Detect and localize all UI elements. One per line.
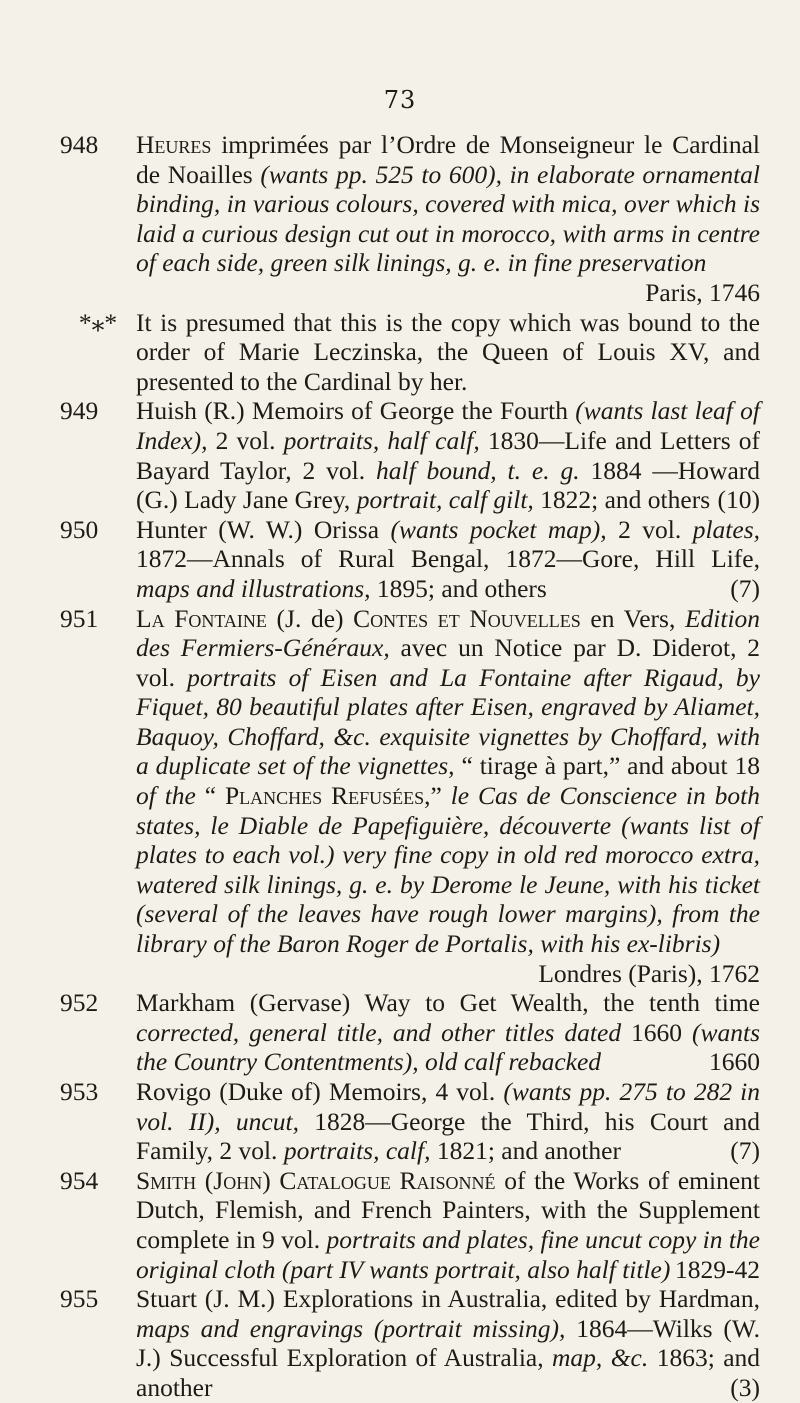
lot-number: 948	[60, 130, 99, 159]
entry-body: 1821; and another	[436, 1136, 621, 1166]
entry-body: Hunter (W. W.) Orissa	[136, 514, 380, 544]
lot-number: 955	[60, 1284, 99, 1314]
entry-text	[136, 1166, 760, 1284]
catalogue-entry-949	[60, 396, 760, 514]
entry-body: 2 vol.	[215, 425, 276, 455]
entry-description: portraits of Eisen and La Fontaine after Rigaud, by Fiquet, 80 beautiful plates after Eisen, engraved by Aliamet, Baquoy, Choffard, &c. exquisite vignettes by Choffard, with a duplicate set of the vignettes,	[136, 662, 761, 781]
entry-tail: (7)	[730, 1136, 760, 1166]
entry-description: of the	[136, 781, 196, 811]
lot-number: 953	[60, 1077, 99, 1106]
entry-body: Huish (R.) Memoirs of George the Fourth	[136, 396, 568, 426]
entry-description: le Cas de Conscience in both states, le Diable de Papefiguière, découverte	[136, 781, 760, 840]
entry-body: 1822; and others	[540, 485, 711, 515]
entry-body: 2 vol.	[618, 514, 682, 544]
entry-body: of the Works of eminent Dutch, Flemish, and French Painters, with the Supplement complete in 9 vol.	[136, 1165, 760, 1254]
entry-note: (wants the Country Contentments),	[136, 1017, 760, 1077]
entry-description: plates,	[692, 514, 760, 544]
lot-number: 950	[60, 514, 99, 544]
entry-note: (wants pocket map),	[390, 514, 607, 544]
entry-description: portraits, half calf,	[283, 425, 480, 455]
entry-title: Heures	[136, 130, 212, 159]
entry-body: 1895; and others	[376, 573, 547, 603]
entry-title: Smith (John) Catalogue Raisonné	[136, 1165, 496, 1195]
lot-number: 952	[60, 988, 99, 1018]
entry-description: map, &c.	[552, 1343, 649, 1373]
asterism-mark: *⁎*	[78, 307, 118, 337]
catalogue-list	[60, 130, 760, 1403]
entry-text	[136, 396, 760, 514]
footnote-text: It is presumed that this is the copy which was bound to the order of Marie Leczinska, the Queen of Louis XV, and presented to the Cardinal by her.	[136, 307, 760, 396]
entry-body: “ tirage à part,” and about 18	[461, 751, 760, 781]
entry-text	[136, 1284, 760, 1402]
entry-text	[136, 988, 760, 1077]
entry-body: en Vers,	[590, 603, 676, 633]
entry-note: (wants pp. 275 to 282 in vol. II),	[136, 1077, 761, 1136]
entry-tail: (7)	[730, 573, 760, 603]
entry-description: portraits, calf,	[283, 1136, 431, 1166]
entry-title: Contes et Nouvelles	[353, 603, 581, 633]
catalogue-entry-951	[60, 604, 760, 989]
entry-body: (J. de)	[276, 603, 344, 633]
entry-body: 1863; and another	[136, 1343, 761, 1402]
entry-body: 1864—Wilks (W. J.) Successful Exploration of Australia,	[136, 1313, 760, 1373]
lot-number: 951	[60, 603, 99, 633]
entry-note: (wants last leaf of Index),	[136, 396, 761, 455]
entry-text	[136, 130, 760, 308]
entry-description: portraits and plates, fine uncut copy in the original cloth (part IV wants portrait, also half title)	[136, 1224, 761, 1284]
entry-description: half bound, t. e. g.	[375, 455, 580, 485]
lot-number: 954	[60, 1165, 99, 1195]
entry-description: maps and engravings (portrait missing),	[136, 1313, 566, 1343]
catalogue-entry-955	[60, 1284, 760, 1402]
entry-body: Rovigo (Duke of) Memoirs, 4 vol.	[136, 1077, 496, 1106]
entry-tail: (10)	[717, 485, 760, 515]
entry-tail: 1660	[709, 1047, 760, 1077]
entry-body: 1660	[631, 1017, 683, 1047]
entry-note: (wants pp. 525 to 600),	[260, 159, 502, 189]
entry-description: maps and illustrations,	[136, 573, 371, 603]
catalogue-footnote	[60, 308, 760, 397]
entry-description: portrait, calf gilt,	[356, 485, 534, 515]
entry-body: Markham (Gervase) Way to Get Wealth, the tenth time	[136, 988, 760, 1018]
entry-description: uncut,	[235, 1106, 299, 1136]
catalogue-entry-950	[60, 515, 760, 604]
entry-body: 1884 —Howard (G.) Lady Jane Grey,	[136, 455, 761, 515]
page-number: 73	[383, 86, 417, 114]
entry-description: old calf rebacked	[424, 1047, 602, 1077]
entry-body: 1830—Life and Letters of Bayard Taylor, 2 vol.	[136, 425, 761, 485]
entry-body: 1828—George the Third, his Court and Family, 2 vol.	[136, 1106, 761, 1166]
catalogue-entry-954	[60, 1166, 760, 1284]
catalogue-entry-948	[60, 130, 760, 308]
entry-description: corrected, general title, and other titles dated	[136, 1017, 622, 1047]
entry-body: 1872—Annals of Rural Bengal, 1872—Gore, Hill Life,	[136, 544, 760, 574]
entry-tail: 1829-42	[675, 1254, 760, 1284]
entry-text	[136, 1077, 760, 1166]
entry-description: Edition des Fermiers-Généraux,	[136, 603, 761, 663]
entry-body: avec un Notice par D. Diderot, 2 vol.	[136, 633, 761, 692]
entry-title: La Fontaine	[136, 603, 267, 633]
lot-number: 949	[60, 396, 99, 426]
entry-description: in elaborate ornamental binding, in various colours, covered with mica, over which is laid a curious design cut out in morocco, with arms in centre of each side, green silk linings, g. e. in fine preservation	[136, 159, 761, 278]
entry-tail: Londres (Paris), 1762	[538, 958, 760, 988]
entry-tail: Paris, 1746	[645, 277, 760, 307]
entry-text	[136, 604, 760, 989]
entry-description: very fine copy in old red morocco extra, watered silk linings, g. e. by Derome le Jeune, with his ticket (several of the leaves have rough lower margins), from the library of the Baron Roger de Portalis, with his ex-libris)	[136, 840, 761, 959]
entry-text	[136, 515, 760, 604]
catalogue-entry-952	[60, 988, 760, 1077]
catalogue-entry-953	[60, 1077, 760, 1166]
entry-body: Stuart (J. M.) Explorations in Australia, edited by Hardman,	[136, 1284, 760, 1314]
entry-tail: (3)	[730, 1372, 760, 1402]
entry-title: “ Planches Refusées,”	[204, 781, 442, 811]
entry-note: (wants list of plates to each vol.)	[136, 810, 761, 870]
entry-body: imprimées par l’Ordre de Monseigneur le Cardinal de Noailles	[136, 130, 760, 189]
